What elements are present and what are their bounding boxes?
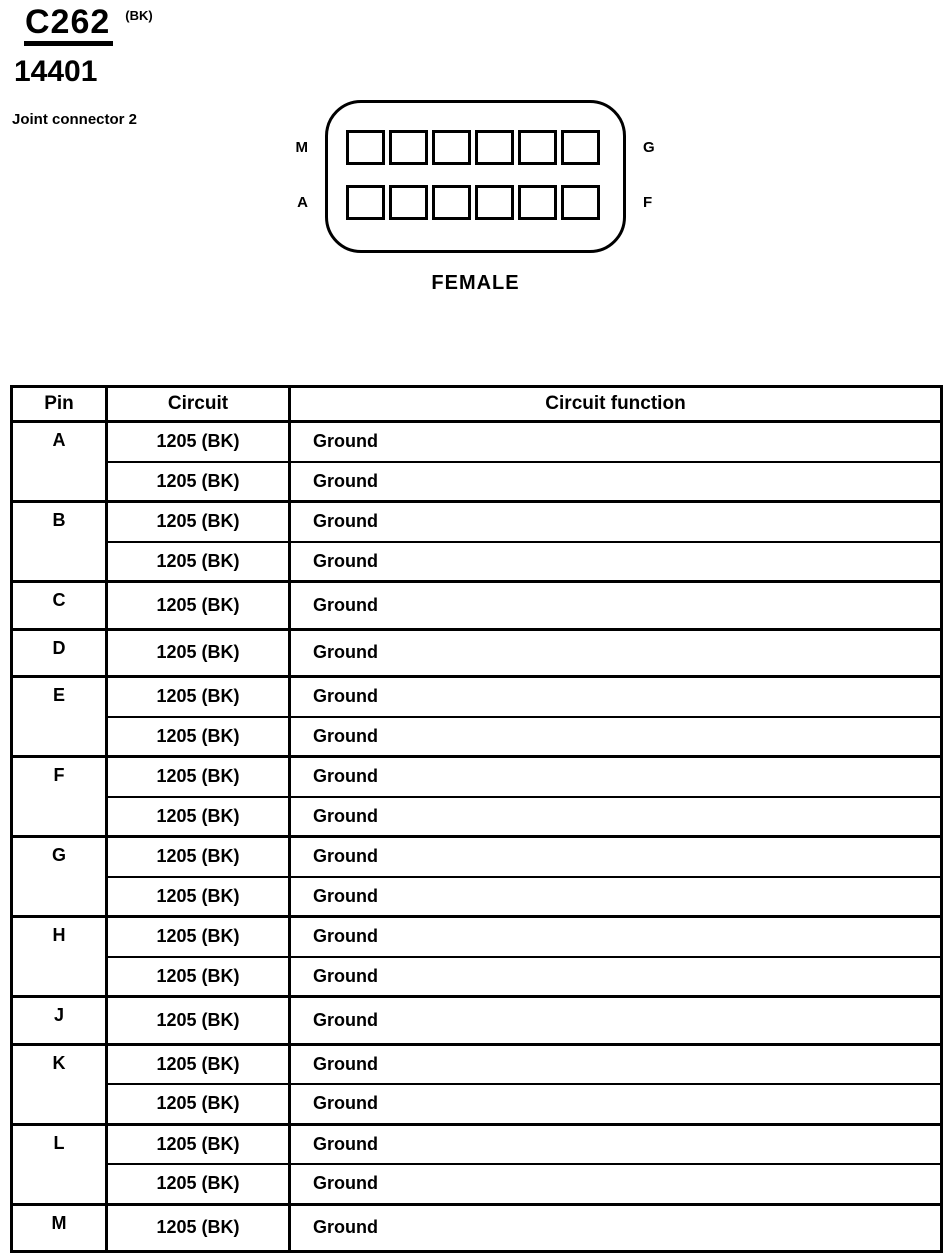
circuit-function-cell: Ground bbox=[290, 629, 942, 677]
pin-cell-e: E bbox=[12, 677, 107, 757]
connector-cavity bbox=[432, 130, 471, 165]
circuit-function-cell: Ground bbox=[290, 542, 942, 582]
pin-cell-c: C bbox=[12, 582, 107, 630]
circuit-cell: 1205 (BK) bbox=[107, 502, 290, 542]
connector-id: C262 bbox=[24, 5, 113, 46]
circuit-cell: 1205 (BK) bbox=[107, 917, 290, 957]
connector-gender-label: FEMALE bbox=[431, 272, 520, 294]
connector-cavity bbox=[518, 185, 557, 220]
pinout-header-row bbox=[12, 387, 942, 422]
circuit-cell: 1205 (BK) bbox=[107, 582, 290, 630]
pinout-row-f-2 bbox=[12, 797, 942, 837]
pinout-row-g-1 bbox=[12, 837, 942, 877]
pinout-row-b-2 bbox=[12, 542, 942, 582]
pinout-row-l-1 bbox=[12, 1124, 942, 1164]
pin-cell-m: M bbox=[12, 1204, 107, 1252]
connector-body bbox=[325, 100, 626, 253]
circuit-cell: 1205 (BK) bbox=[107, 542, 290, 582]
pinout-row-e-2 bbox=[12, 717, 942, 757]
pin-cell-f: F bbox=[12, 757, 107, 837]
connector-cavity bbox=[518, 130, 557, 165]
connector-cavity bbox=[561, 185, 600, 220]
pin-cell-k: K bbox=[12, 1044, 107, 1124]
pinout-table-body bbox=[12, 422, 942, 1252]
pinout-row-g-2 bbox=[12, 877, 942, 917]
pinout-row-f-1 bbox=[12, 757, 942, 797]
circuit-function-cell: Ground bbox=[290, 1044, 942, 1084]
pin-cell-g: G bbox=[12, 837, 107, 917]
circuit-cell: 1205 (BK) bbox=[107, 797, 290, 837]
circuit-cell: 1205 (BK) bbox=[107, 629, 290, 677]
connector-cavity bbox=[346, 185, 385, 220]
column-header-circuit-function: Circuit function bbox=[290, 387, 942, 422]
circuit-function-cell: Ground bbox=[290, 997, 942, 1045]
pin-cell-j: J bbox=[12, 997, 107, 1045]
pinout-row-h-2 bbox=[12, 957, 942, 997]
pin-label-bottom-left: A bbox=[297, 194, 308, 211]
column-header-circuit: Circuit bbox=[107, 387, 290, 422]
circuit-function-cell: Ground bbox=[290, 717, 942, 757]
pinout-row-a-2 bbox=[12, 462, 942, 502]
pinout-row-m-1 bbox=[12, 1204, 942, 1252]
circuit-function-cell: Ground bbox=[290, 837, 942, 877]
circuit-cell: 1205 (BK) bbox=[107, 997, 290, 1045]
circuit-function-cell: Ground bbox=[290, 1164, 942, 1204]
pinout-row-d-1 bbox=[12, 629, 942, 677]
connector-cavity bbox=[389, 185, 428, 220]
circuit-function-cell: Ground bbox=[290, 797, 942, 837]
circuit-function-cell: Ground bbox=[290, 917, 942, 957]
pin-cell-d: D bbox=[12, 629, 107, 677]
circuit-function-cell: Ground bbox=[290, 1084, 942, 1124]
circuit-cell: 1205 (BK) bbox=[107, 957, 290, 997]
pinout-row-k-2 bbox=[12, 1084, 942, 1124]
pin-label-top-left: M bbox=[295, 139, 308, 156]
connector-cavity bbox=[475, 185, 514, 220]
connector-diagram bbox=[0, 100, 951, 295]
circuit-cell: 1205 (BK) bbox=[107, 462, 290, 502]
connector-cavity bbox=[346, 130, 385, 165]
circuit-cell: 1205 (BK) bbox=[107, 877, 290, 917]
circuit-function-cell: Ground bbox=[290, 462, 942, 502]
pin-cell-l: L bbox=[12, 1124, 107, 1204]
pinout-row-h-1 bbox=[12, 917, 942, 957]
connector-cavity bbox=[475, 130, 514, 165]
pinout-row-l-2 bbox=[12, 1164, 942, 1204]
circuit-function-cell: Ground bbox=[290, 1124, 942, 1164]
pinout-row-e-1 bbox=[12, 677, 942, 717]
pinout-table bbox=[10, 385, 943, 1253]
connector-description: Joint connector 2 bbox=[12, 111, 138, 128]
cavity-row-top bbox=[346, 130, 623, 165]
circuit-cell: 1205 (BK) bbox=[107, 717, 290, 757]
pin-label-top-right: G bbox=[643, 139, 655, 156]
pin-cell-a: A bbox=[12, 422, 107, 502]
circuit-function-cell: Ground bbox=[290, 1204, 942, 1252]
circuit-cell: 1205 (BK) bbox=[107, 677, 290, 717]
circuit-cell: 1205 (BK) bbox=[107, 1164, 290, 1204]
circuit-cell: 1205 (BK) bbox=[107, 757, 290, 797]
pin-label-bottom-right: F bbox=[643, 194, 653, 211]
circuit-cell: 1205 (BK) bbox=[107, 1044, 290, 1084]
pin-labels-left bbox=[294, 100, 308, 220]
column-header-pin: Pin bbox=[12, 387, 107, 422]
cavity-row-bottom bbox=[346, 185, 623, 220]
circuit-cell: 1205 (BK) bbox=[107, 1204, 290, 1252]
circuit-cell: 1205 (BK) bbox=[107, 422, 290, 462]
circuit-cell: 1205 (BK) bbox=[107, 1084, 290, 1124]
circuit-function-cell: Ground bbox=[290, 422, 942, 462]
circuit-function-cell: Ground bbox=[290, 877, 942, 917]
circuit-function-cell: Ground bbox=[290, 582, 942, 630]
connector-face-row bbox=[294, 100, 657, 253]
part-number: 14401 bbox=[14, 55, 98, 88]
pin-labels-right bbox=[643, 100, 657, 220]
circuit-function-cell: Ground bbox=[290, 677, 942, 717]
connector-cavity bbox=[432, 185, 471, 220]
pinout-row-b-1 bbox=[12, 502, 942, 542]
pinout-row-c-1 bbox=[12, 582, 942, 630]
circuit-function-cell: Ground bbox=[290, 957, 942, 997]
circuit-cell: 1205 (BK) bbox=[107, 837, 290, 877]
pin-cell-h: H bbox=[12, 917, 107, 997]
circuit-cell: 1205 (BK) bbox=[107, 1124, 290, 1164]
pinout-row-j-1 bbox=[12, 997, 942, 1045]
pinout-row-a-1 bbox=[12, 422, 942, 462]
pinout-row-k-1 bbox=[12, 1044, 942, 1084]
connector-id-line bbox=[24, 5, 153, 46]
circuit-function-cell: Ground bbox=[290, 502, 942, 542]
pin-cell-b: B bbox=[12, 502, 107, 582]
connector-cavity bbox=[561, 130, 600, 165]
connector-cavity bbox=[389, 130, 428, 165]
circuit-function-cell: Ground bbox=[290, 757, 942, 797]
connector-color-code: (BK) bbox=[125, 8, 153, 23]
